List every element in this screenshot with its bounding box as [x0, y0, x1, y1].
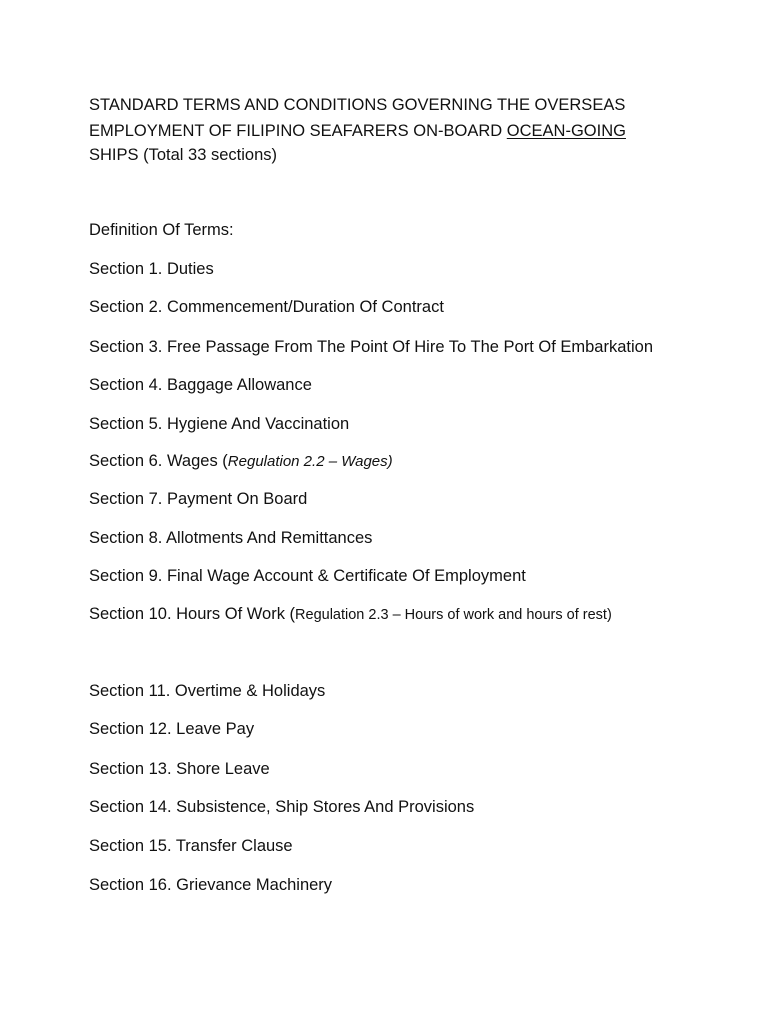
section-16: Section 16. Grievance Machinery — [89, 876, 333, 894]
section-10-note: Regulation 2.3 – Hours of work and hours of rest) — [295, 607, 612, 623]
section-9: Section 9. Final Wage Account & Certificate Of Employment — [89, 567, 526, 585]
title-line-2 — [89, 121, 626, 141]
section-7: Section 7. Payment On Board — [89, 490, 308, 508]
section-6 — [89, 451, 393, 472]
section-12: Section 12. Leave Pay — [89, 720, 255, 738]
section-11: Section 11. Overtime & Holidays — [89, 682, 326, 700]
section-1: Section 1. Duties — [89, 260, 214, 278]
section-14: Section 14. Subsistence, Ship Stores And Provisions — [89, 798, 475, 816]
section-10 — [89, 604, 612, 625]
title-underlined-text: OCEAN-GOING — [506, 122, 626, 140]
section-5: Section 5. Hygiene And Vaccination — [89, 415, 350, 433]
title-line-2-text: EMPLOYMENT OF FILIPINO SEAFARERS ON-BOARD — [89, 122, 507, 140]
section-8: Section 8. Allotments And Remittances — [89, 529, 373, 547]
section-6-note: Regulation 2.2 – Wages) — [227, 453, 393, 470]
section-13: Section 13. Shore Leave — [89, 760, 270, 778]
section-15: Section 15. Transfer Clause — [89, 837, 293, 855]
title-line-3: SHIPS (Total 33 sections) — [89, 146, 277, 164]
section-4: Section 4. Baggage Allowance — [89, 376, 312, 394]
section-6-text: Section 6. Wages ( — [89, 452, 228, 470]
section-10-text: Section 10. Hours Of Work ( — [89, 605, 296, 623]
title-line-1: STANDARD TERMS AND CONDITIONS GOVERNING THE OVERSEAS — [89, 96, 626, 114]
section-3: Section 3. Free Passage From The Point Of Hire To The Port Of Embarkation — [89, 338, 654, 356]
definition-heading: Definition Of Terms: — [89, 221, 234, 239]
section-2: Section 2. Commencement/Duration Of Contract — [89, 298, 444, 316]
